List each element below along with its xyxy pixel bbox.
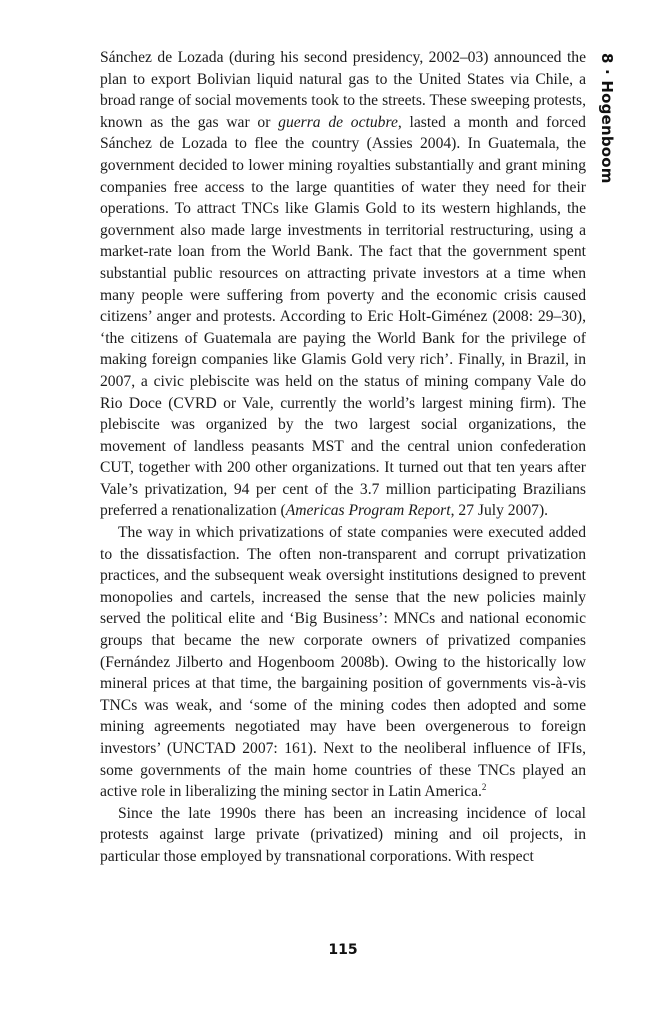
text-segment: The way in which privatizations of state companies were executed added to the dissatisfaction. The often non-transparent and corrupt privatization practices, and the subsequent weak oversight institutions designed to prevent monopolies and cartels, increased the sense that the new policies mainly served the political elite and ‘Big Business’: MNCs and national economic groups that became the new corporate owners of privatized companies (Fernández Jilberto and Hogenboom 2008b). Owing to the historically low mineral prices at that time, the bargaining position of governments vis-à-vis TNCs was weak, and ‘some of the mining codes then adopted and some mining agreements negotiated may have been overgenerous to foreign investors’ (UNCTAD 2007: 161). Next to the neoliberal influence of IFIs, some governments of the main home countries of these TNCs played an active role in liberalizing the mining sector in Latin America. xyxy=(100,524,586,801)
text-segment: Since the late 1990s there has been an increasing incidence of local protests against large private (privatized) mining and oil projects, in particular those employed by transnational corporations. With respect xyxy=(100,804,586,865)
italic-citation: Americas Program Report xyxy=(285,502,451,520)
paragraph xyxy=(100,803,586,868)
paragraph xyxy=(100,47,586,522)
running-head: 8 · Hogenboom xyxy=(598,53,616,184)
footnote-marker: 2 xyxy=(481,782,487,792)
text-segment: Sánchez de Lozada (during his second presidency, 2002–03) announced the plan to export Bolivian liquid natural gas to the United States via Chile, a broad range of social movements took to the streets. These sweeping protests, known as the gas war or xyxy=(100,49,586,131)
italic-term: guerra de octubre xyxy=(278,113,398,131)
text-segment: , lasted a month and forced Sánchez de Lozada to flee the country (Assies 2004). In Guatemala, the government decided to lower mining royalties substantially and grant mining companies free access to the large quantities of water they need for their operations. To attract TNCs like Glamis Gold to its western highlands, the government also made large investments in territorial restructuring, using a market-rate loan from the World Bank. The fact that the government spent substantial public resources on attracting private investors at a time when many people were suffering from poverty and the economic crisis caused citizens’ anger and protests. According to Eric Holt-Giménez (2008: 29–30), ‘the citizens of Guatemala are paying the World Bank for the privilege of making foreign companies like Glamis Gold very rich’. Finally, in Brazil, in 2007, a civic plebiscite was held on the status of mining company Vale do Rio Doce (CVRD or Vale, currently the world’s largest mining firm). The plebiscite was organized by the two largest social organizations, the movement of landless peasants MST and the central union confederation CUT, together with 200 other organizations. It turned out that ten years after Vale’s privatization, 94 per cent of the 3.7 million participating Brazilians preferred a renationalization ( xyxy=(100,113,586,520)
body-text xyxy=(100,47,586,868)
text-segment: , 27 July 2007). xyxy=(450,502,549,520)
page-number: 115 xyxy=(328,942,358,958)
paragraph xyxy=(100,522,586,803)
